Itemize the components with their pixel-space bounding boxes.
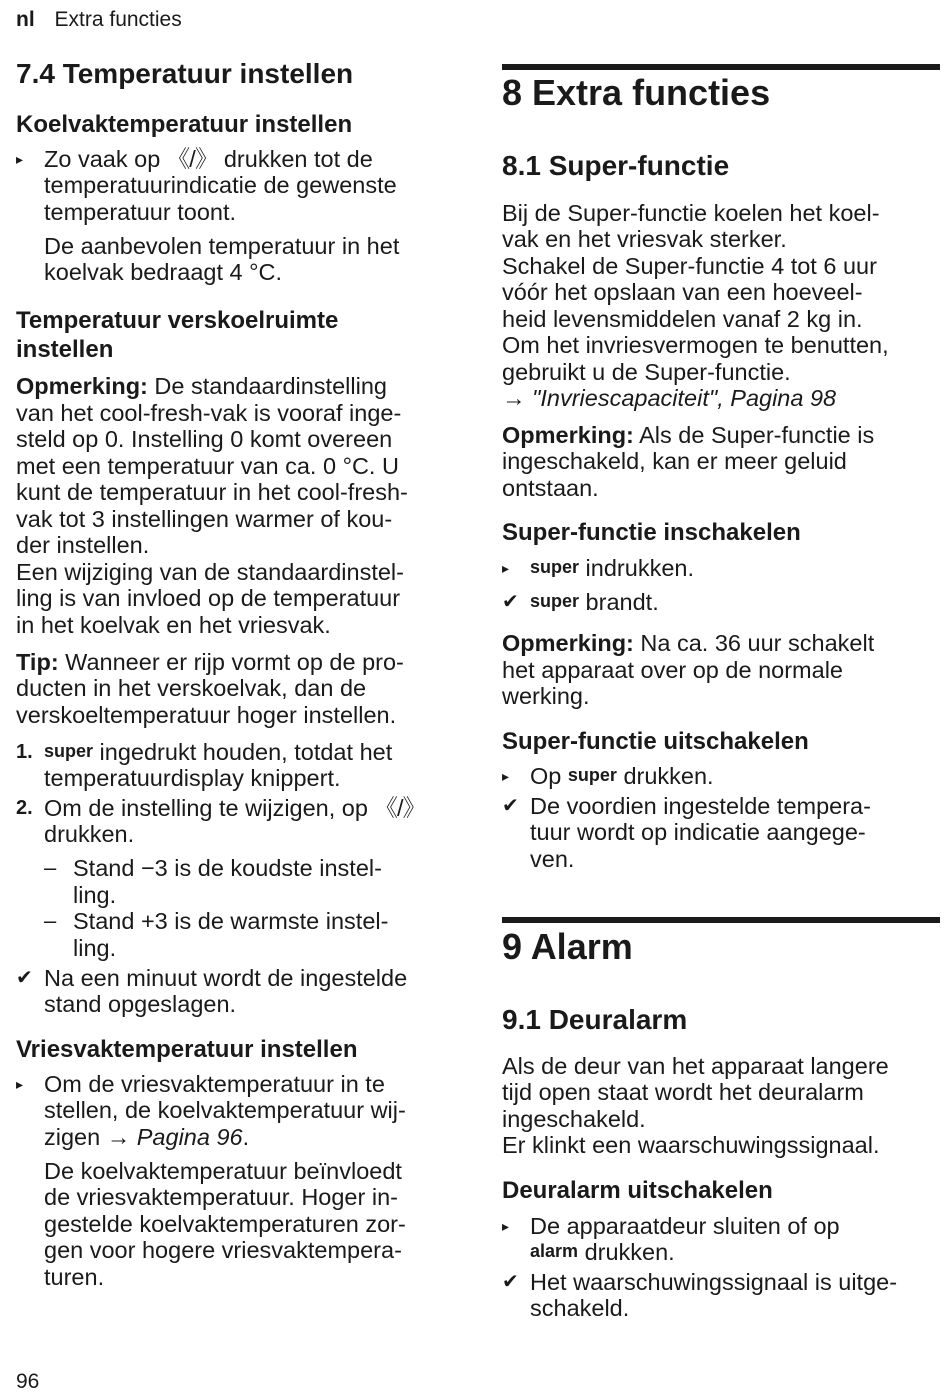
sub-item-line: ling. bbox=[73, 882, 117, 908]
super-on-step: super indrukken. bbox=[530, 555, 694, 581]
super-on-result: super brandt. bbox=[530, 589, 659, 615]
step2-line: Om de instelling te wijzigen, op 《/》 bbox=[44, 795, 426, 821]
remark-label: Opmerking: bbox=[502, 422, 634, 448]
super-off-step: Op super drukken. bbox=[530, 763, 714, 789]
heading-super-off: Super-functie uitschakelen bbox=[502, 728, 809, 755]
bullet-icon: ▸ bbox=[502, 1218, 510, 1234]
koel-step-line: temperatuur toont. bbox=[44, 199, 237, 225]
arrow-right-icon: → bbox=[106, 1124, 131, 1150]
koel-note-line: De aanbevolen temperatuur in het bbox=[44, 233, 400, 259]
intro-line: Bij de Super-functie koelen het koel- bbox=[502, 200, 880, 226]
bullet-icon: ▸ bbox=[16, 1076, 24, 1092]
heading-verskoel: Temperatuur verskoelruimte bbox=[16, 307, 339, 334]
intro-line: Als de deur van het apparaat langere bbox=[502, 1053, 889, 1079]
sub-item-line: Stand −3 is de koudste instel- bbox=[73, 855, 382, 881]
result-line: Na een minuut wordt de ingestelde bbox=[44, 965, 408, 991]
remark-label: Opmerking: bbox=[16, 373, 148, 399]
intro-line: Om het invriesvermogen te benutten, bbox=[502, 332, 889, 358]
super-off-result: ven. bbox=[530, 846, 575, 872]
remark-line: kunt de temperatuur in het cool-fresh- bbox=[16, 479, 408, 505]
bullet-icon: ▸ bbox=[16, 151, 24, 167]
heading-door-off: Deuralarm uitschakelen bbox=[502, 1177, 773, 1204]
step1-line: temperatuurdisplay knippert. bbox=[44, 765, 341, 791]
remark-line: ingeschakeld, kan er meer geluid bbox=[502, 448, 847, 474]
super-key-label: super bbox=[530, 557, 580, 577]
heading-verskoel: instellen bbox=[16, 336, 114, 363]
arrows-icon: 《/》 bbox=[166, 146, 218, 172]
koel-step-line: Zo vaak op 《/》 drukken tot de bbox=[44, 146, 373, 172]
sub-item-line: Stand +3 is de warmste instel- bbox=[73, 908, 389, 934]
intro-line: vóór het opslaan van een hoeveel- bbox=[502, 279, 863, 305]
vries-note-line: turen. bbox=[44, 1264, 105, 1290]
intro-line: heid levensmiddelen vanaf 2 kg in. bbox=[502, 306, 863, 332]
vries-note-line: De koelvaktemperatuur beïnvloedt bbox=[44, 1158, 402, 1184]
heading-koelvak: Koelvaktemperatuur instellen bbox=[16, 111, 353, 138]
result-line: stand opgeslagen. bbox=[44, 991, 237, 1017]
section-title-8-1: 8.1 Super-functie bbox=[502, 150, 730, 181]
remark-line: Opmerking: Na ca. 36 uur schakelt bbox=[502, 630, 875, 656]
check-icon: ✔ bbox=[502, 591, 519, 613]
vries-note-line: de vriesvaktemperatuur. Hoger in- bbox=[44, 1184, 398, 1210]
super-key-label: super bbox=[567, 765, 617, 785]
koel-step-line: temperatuurindicatie de gewenste bbox=[44, 172, 397, 198]
remark-line: ontstaan. bbox=[502, 475, 599, 501]
vries-note-line: gen voor hogere vriesvaktempera- bbox=[44, 1237, 402, 1263]
intro-line: Schakel de Super-functie 4 tot 6 uur bbox=[502, 253, 877, 279]
chapter-title-9: 9 Alarm bbox=[502, 926, 633, 967]
alarm-key-label: alarm bbox=[530, 1241, 579, 1261]
check-icon: ✔ bbox=[502, 795, 519, 817]
heading-super-on: Super-functie inschakelen bbox=[502, 519, 801, 546]
dash-icon: – bbox=[44, 908, 57, 933]
remark-line: Een wijziging van de standaardinstel- bbox=[16, 559, 404, 585]
intro-line: vak en het vriesvak sterker. bbox=[502, 226, 787, 252]
super-off-result: De voordien ingestelde tempera- bbox=[530, 793, 871, 819]
remark-line: der instellen. bbox=[16, 532, 150, 558]
section-title-9-1: 9.1 Deuralarm bbox=[502, 1004, 688, 1035]
cross-reference[interactable]: → "Invriescapaciteit", Pagina 98 bbox=[502, 385, 837, 411]
door-result-line: schakeld. bbox=[530, 1295, 630, 1321]
intro-line: gebruikt u de Super-functie. bbox=[502, 359, 791, 385]
intro-line: tijd open staat wordt het deuralarm bbox=[502, 1079, 864, 1105]
bullet-icon: ▸ bbox=[502, 768, 510, 784]
tip-label: Tip: bbox=[16, 649, 59, 675]
check-icon: ✔ bbox=[16, 967, 33, 989]
remark-line: vak tot 3 instellingen warmer of kou- bbox=[16, 506, 393, 532]
remark-line: Opmerking: De standaardinstelling bbox=[16, 373, 387, 399]
arrow-right-icon: → bbox=[502, 385, 526, 411]
step-number: 2. bbox=[16, 797, 33, 819]
page-ref-link[interactable]: Pagina 96 bbox=[136, 1124, 243, 1150]
check-icon: ✔ bbox=[502, 1271, 519, 1293]
page-number: 96 bbox=[16, 1370, 40, 1393]
chapter-rule bbox=[502, 917, 940, 923]
tip-line: Tip: Wanneer er rijp vormt op de pro- bbox=[16, 649, 404, 675]
remark-line: ling is van invloed op de temperatuur bbox=[16, 585, 401, 611]
step1-line: super ingedrukt houden, totdat het bbox=[44, 739, 393, 765]
intro-line: ingeschakeld. bbox=[502, 1106, 646, 1132]
remark-line: van het cool-fresh-vak is vooraf inge- bbox=[16, 400, 402, 426]
super-key-label: super bbox=[44, 741, 94, 761]
intro-line: Er klinkt een waarschuwingssignaal. bbox=[502, 1132, 880, 1158]
remark-line: in het koelvak en het vriesvak. bbox=[16, 612, 331, 638]
super-key-label: super bbox=[530, 591, 580, 611]
sub-item-line: ling. bbox=[73, 935, 117, 961]
door-result-line: Het waarschuwingssignaal is uitge- bbox=[530, 1269, 898, 1295]
remark-line: met een temperatuur van ca. 0 °C. U bbox=[16, 453, 399, 479]
page-header bbox=[16, 8, 182, 32]
step-number: 1. bbox=[16, 741, 33, 763]
chapter-title-8: 8 Extra functies bbox=[502, 72, 771, 113]
remark-line: werking. bbox=[502, 683, 590, 709]
language-code: nl bbox=[16, 8, 35, 31]
vries-step-line: zigen → Pagina 96. bbox=[44, 1124, 250, 1150]
section-title-7-4: 7.4 Temperatuur instellen bbox=[16, 58, 354, 89]
vries-step-line: stellen, de koelvaktemperatuur wij- bbox=[44, 1097, 406, 1123]
remark-line: Opmerking: Als de Super-functie is bbox=[502, 422, 875, 448]
tip-line: verskoeltemperatuur hoger instellen. bbox=[16, 702, 397, 728]
header-section: Extra functies bbox=[54, 8, 182, 31]
arrows-icon: 《/》 bbox=[374, 795, 426, 821]
door-step-line: alarm drukken. bbox=[530, 1239, 675, 1265]
door-step-line: De apparaatdeur sluiten of op bbox=[530, 1213, 840, 1239]
dash-icon: – bbox=[44, 855, 57, 880]
koel-note-line: koelvak bedraagt 4 °C. bbox=[44, 259, 283, 285]
vries-step-line: Om de vriesvaktemperatuur in te bbox=[44, 1071, 385, 1097]
step2-line: drukken. bbox=[44, 821, 135, 847]
chapter-rule bbox=[502, 64, 940, 70]
bullet-icon: ▸ bbox=[502, 560, 510, 576]
tip-line: ducten in het verskoelvak, dan de bbox=[16, 675, 367, 701]
super-off-result: tuur wordt op indicatie aangege- bbox=[530, 819, 866, 845]
vries-note-line: gestelde koelvaktemperaturen zor- bbox=[44, 1211, 406, 1237]
remark-line: het apparaat over op de normale bbox=[502, 657, 843, 683]
remark-line: steld op 0. Instelling 0 komt overeen bbox=[16, 426, 393, 452]
heading-vriesvak: Vriesvaktemperatuur instellen bbox=[16, 1036, 358, 1063]
remark-label: Opmerking: bbox=[502, 630, 634, 656]
